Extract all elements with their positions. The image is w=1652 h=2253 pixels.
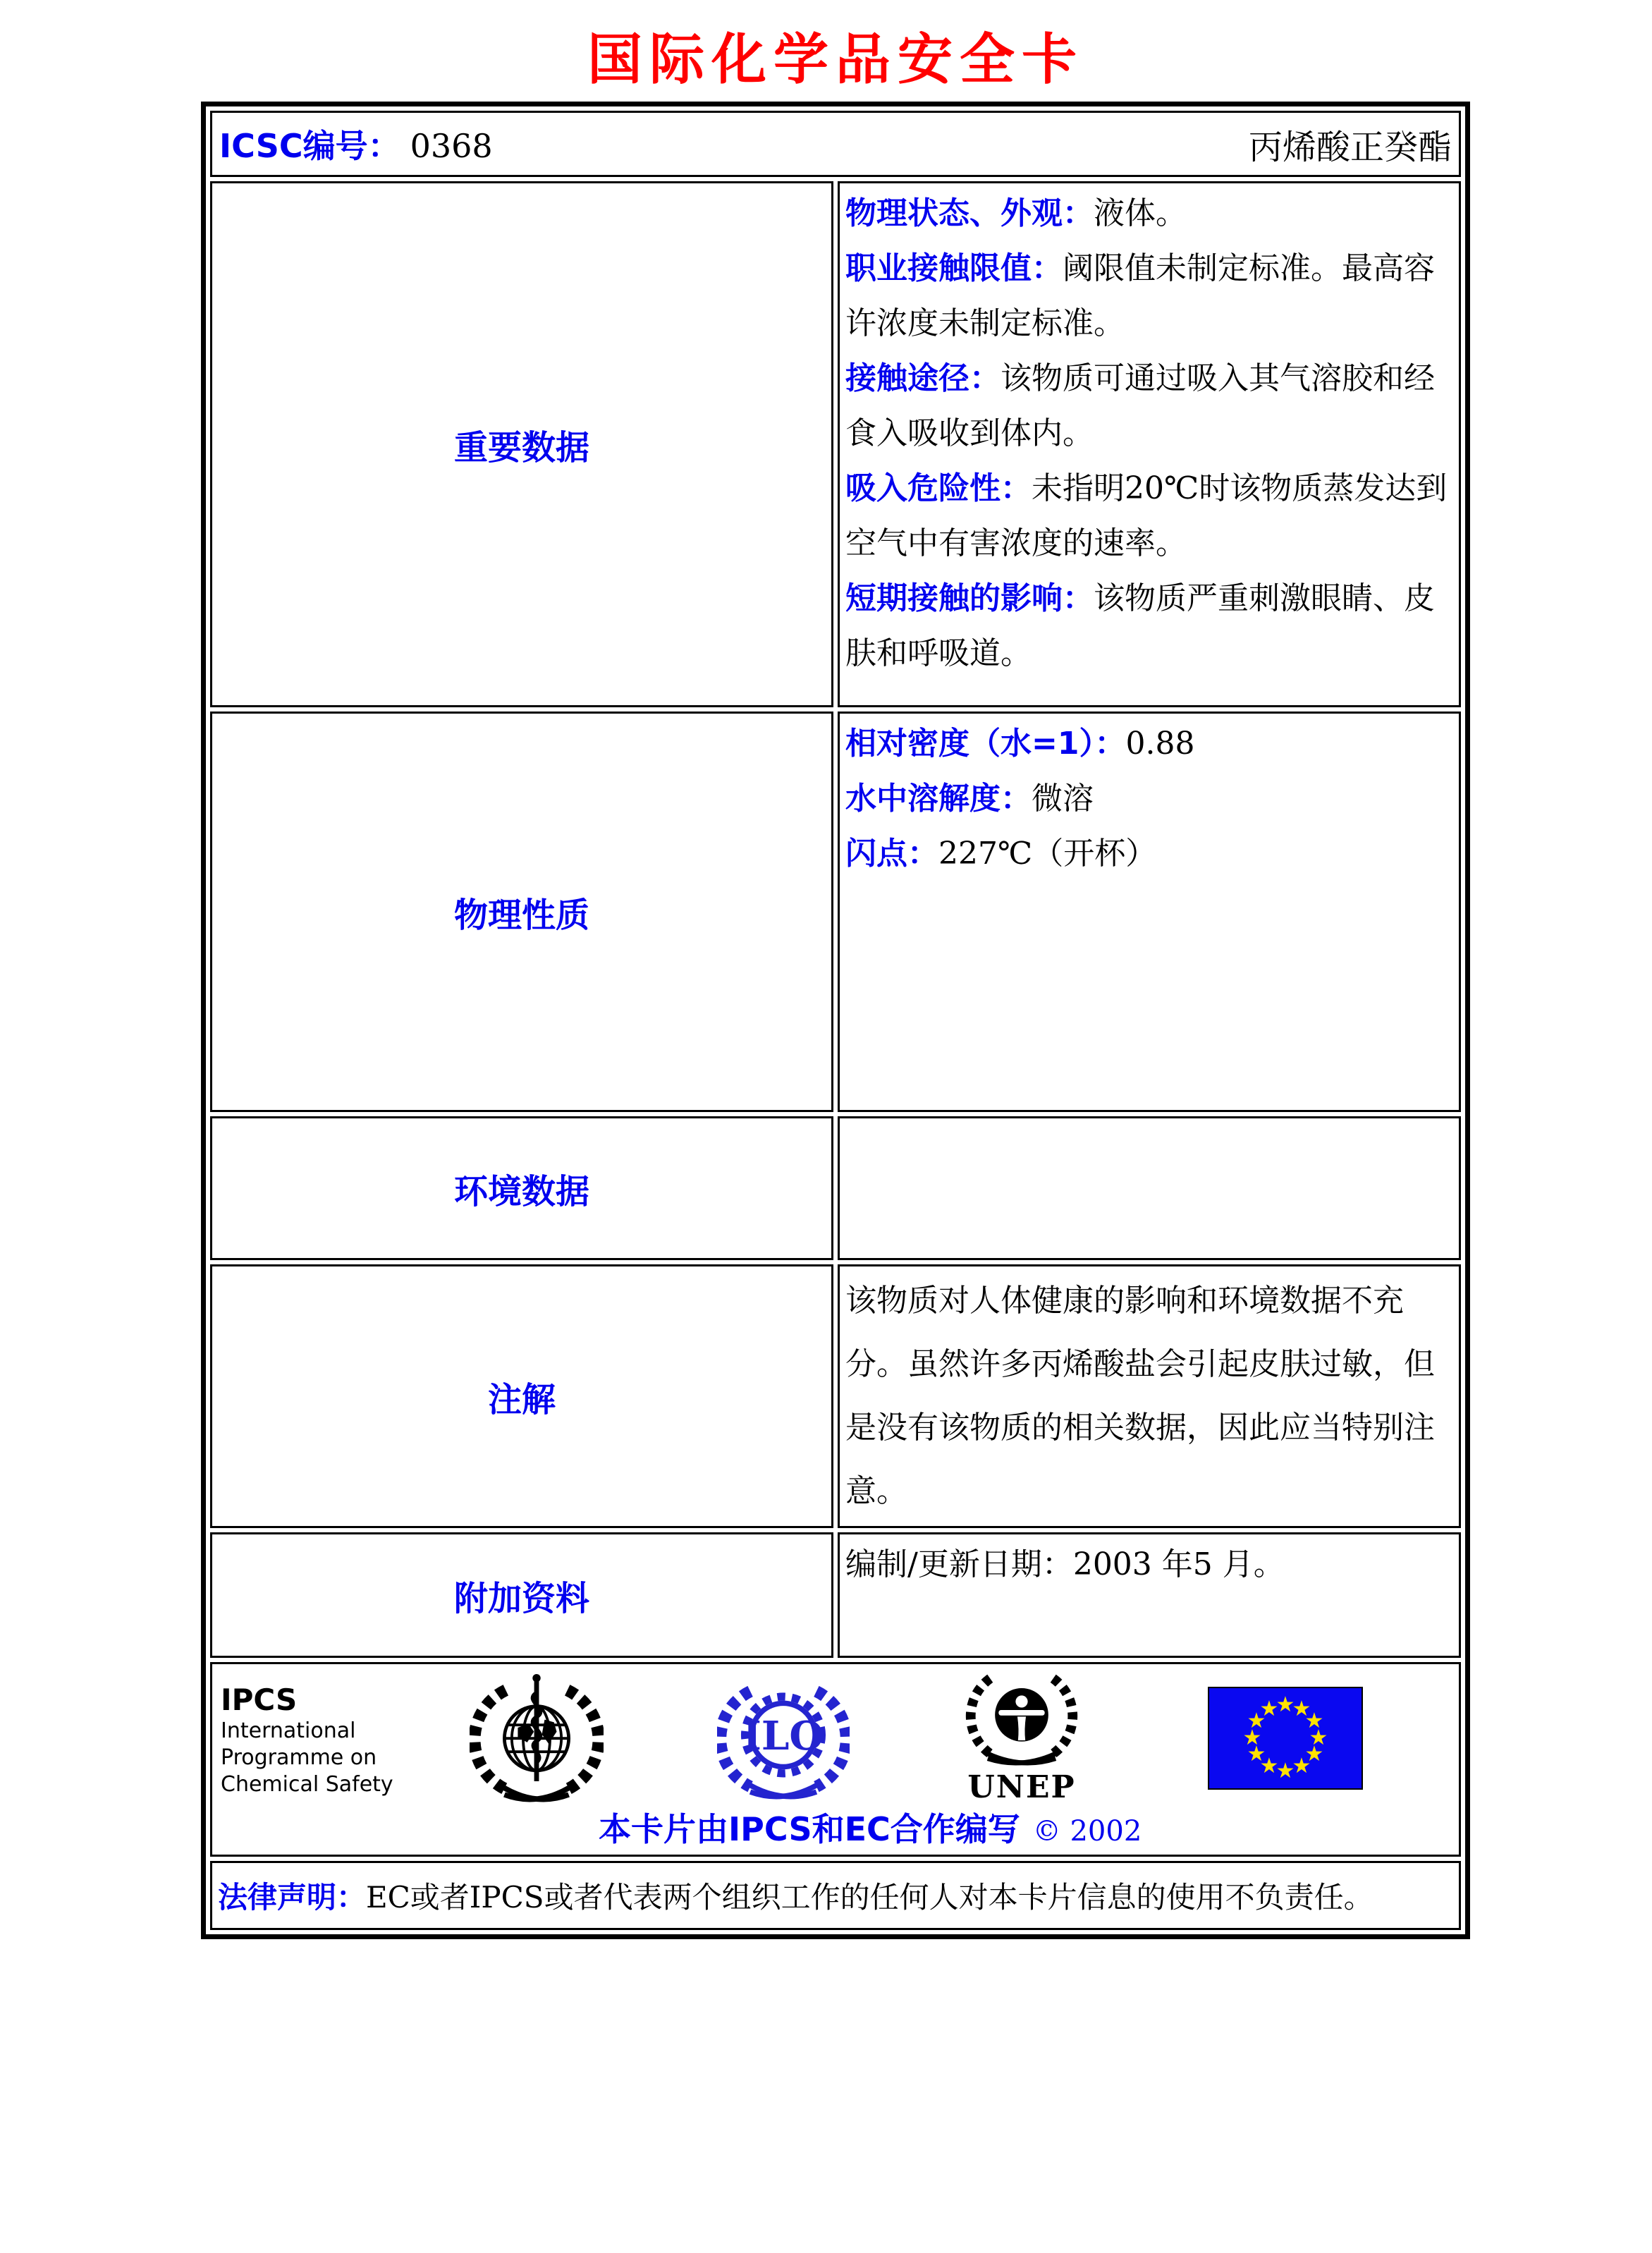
field-value: 微溶	[1032, 781, 1094, 817]
physical-properties-content	[838, 712, 1461, 1112]
data-line	[845, 241, 1449, 351]
eu-star: ★	[1242, 1726, 1262, 1750]
field-value: 0.88	[1125, 726, 1195, 762]
environmental-data-content	[838, 1116, 1461, 1260]
page-title: 国际化学品安全卡	[587, 28, 1084, 92]
field-label: 职业接触限值：	[845, 250, 1063, 286]
logos-row	[210, 1662, 1461, 1857]
ipcs-line: Programme on	[221, 1745, 377, 1770]
safety-card-table	[201, 102, 1470, 1939]
additional-info-content	[838, 1532, 1461, 1658]
section-label-important-data: 重要数据	[210, 181, 833, 707]
field-label: 吸入危险性：	[845, 470, 1032, 506]
legal-label: 法律声明：	[218, 1880, 367, 1915]
data-line	[845, 571, 1449, 681]
ipcs-line: International	[221, 1718, 356, 1743]
logos-cell	[210, 1662, 1461, 1857]
eu-star: ★	[1275, 1759, 1295, 1783]
eu-star: ★	[1292, 1697, 1311, 1721]
legal-cell	[210, 1861, 1461, 1930]
icsc-number-value: 0368	[410, 127, 493, 165]
physical-properties-row	[210, 712, 1461, 1112]
legal-text: EC或者IPCS或者代表两个组织工作的任何人对本卡片信息的使用不负责任。	[366, 1880, 1373, 1915]
caption-text: 本卡片由IPCS和EC合作编写	[599, 1810, 1020, 1848]
physical-properties-lines	[845, 716, 1449, 881]
who-logo-icon	[470, 1671, 604, 1811]
field-label: 物理状态、外观：	[845, 195, 1094, 231]
environmental-data-row	[210, 1116, 1461, 1260]
header-row	[210, 111, 1461, 177]
icsc-number-group	[219, 121, 493, 167]
eu-star: ★	[1247, 1709, 1266, 1733]
footer-caption	[599, 1809, 1142, 1851]
section-label-environmental-data: 环境数据	[210, 1116, 833, 1260]
field-value: 阈限值未制定标准。最高容许浓度未制定标准。	[845, 250, 1435, 341]
field-label: 水中溶解度：	[845, 781, 1032, 817]
notes-text: 该物质对人体健康的影响和环境数据不充分。虽然许多丙烯酸盐会引起皮肤过敏，但是没有该物质的相关数据，因此应当特别注意。	[845, 1283, 1435, 1509]
eu-star: ★	[1247, 1742, 1266, 1766]
data-line	[845, 186, 1449, 241]
field-value: 未指明20℃时该物质蒸发达到空气中有害浓度的速率。	[845, 470, 1448, 561]
eu-flag-icon	[1208, 1687, 1363, 1790]
field-value: 液体。	[1094, 195, 1187, 231]
eu-star: ★	[1259, 1754, 1279, 1778]
eu-star: ★	[1292, 1754, 1311, 1778]
field-label: 相对密度（水=1）：	[845, 726, 1126, 762]
icsc-number-label: ICSC编号：	[219, 127, 400, 165]
header-cell	[210, 111, 1461, 177]
ipcs-line: Chemical Safety	[221, 1772, 393, 1797]
chemical-name: 丙烯酸正癸酯	[1248, 127, 1452, 167]
additional-info-text: 编制/更新日期：2003 年5 月。	[845, 1546, 1285, 1582]
data-line	[845, 771, 1449, 826]
field-label: 短期接触的影响：	[845, 580, 1094, 616]
notes-row	[210, 1264, 1461, 1528]
important-data-row	[210, 181, 1461, 707]
ipcs-text-block	[221, 1683, 393, 1798]
unep-logo-icon	[961, 1668, 1082, 1769]
unep-logo-block	[958, 1668, 1085, 1804]
field-label: 接触途径：	[845, 360, 1001, 396]
unep-wordmark: UNEP	[967, 1769, 1076, 1805]
eu-star: ★	[1304, 1742, 1324, 1766]
legal-row	[210, 1861, 1461, 1930]
section-label-additional-info: 附加资料	[210, 1532, 833, 1658]
ipcs-title: IPCS	[221, 1683, 298, 1717]
data-line	[845, 461, 1449, 571]
caption-copyright: © 2002	[1032, 1815, 1142, 1848]
eu-star: ★	[1304, 1709, 1324, 1733]
ilo-logo-icon	[717, 1675, 850, 1804]
ilo-letters: ILO	[742, 1713, 824, 1760]
data-line	[845, 826, 1449, 881]
notes-content	[838, 1264, 1461, 1528]
eu-star: ★	[1259, 1697, 1279, 1721]
additional-info-row	[210, 1532, 1461, 1658]
section-label-physical-properties: 物理性质	[210, 712, 833, 1112]
data-line	[845, 351, 1449, 461]
eu-star: ★	[1309, 1726, 1328, 1750]
eu-star: ★	[1275, 1692, 1295, 1717]
field-value: 该物质严重刺激眼睛、皮肤和呼吸道。	[845, 580, 1435, 671]
section-label-notes: 注解	[210, 1264, 833, 1528]
field-value: 该物质可通过吸入其气溶胶和经食入吸收到体内。	[845, 360, 1435, 451]
field-value: 227℃（开杯）	[938, 836, 1157, 872]
field-label: 闪点：	[845, 836, 938, 872]
important-data-lines	[845, 186, 1449, 681]
important-data-content	[838, 181, 1461, 707]
data-line	[845, 716, 1449, 771]
